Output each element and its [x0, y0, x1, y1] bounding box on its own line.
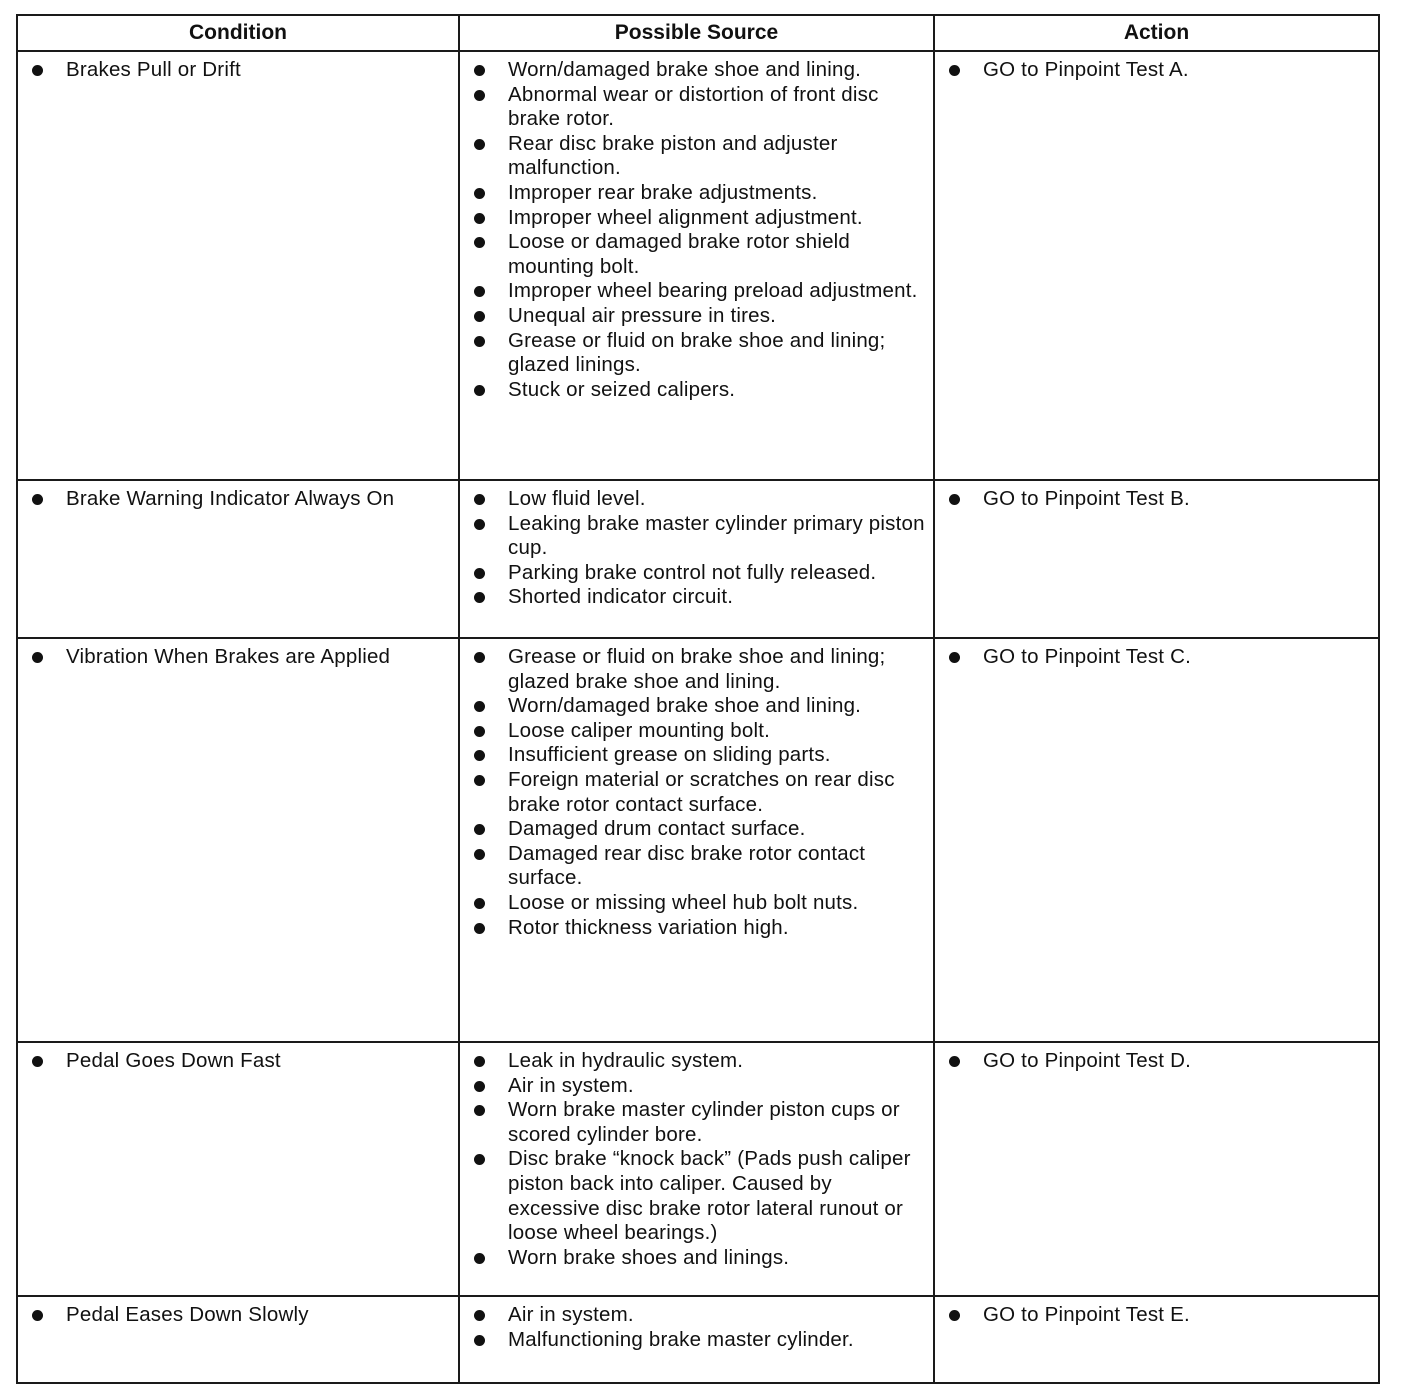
- source-item: [468, 842, 925, 891]
- source-item-text: Disc brake “knock back” (Pads push caliper piston back into caliper. Caused by excessive disc brake rotor lateral runout or loose wheel bearings.): [508, 1147, 911, 1245]
- bullet-icon: [474, 188, 485, 199]
- source-item-text: Loose or damaged brake rotor shield mounting bolt.: [508, 230, 851, 278]
- condition-cell: [17, 51, 459, 480]
- bullet-icon: [474, 1335, 485, 1346]
- action-cell: [934, 1042, 1379, 1296]
- source-item: [468, 1246, 925, 1271]
- source-item: [468, 329, 925, 378]
- bullet-icon: [949, 652, 960, 663]
- condition-item-text: Brakes Pull or Drift: [66, 58, 241, 81]
- source-item-text: Improper rear brake adjustments.: [508, 180, 818, 204]
- source-item: [468, 132, 925, 181]
- action-item-text: GO to Pinpoint Test B.: [983, 487, 1190, 510]
- bullet-icon: [32, 652, 43, 663]
- bullet-icon: [474, 311, 485, 322]
- source-item-text: Air in system.: [508, 1073, 634, 1097]
- bullet-icon: [32, 65, 43, 76]
- source-item: [468, 83, 925, 132]
- action-cell: [934, 480, 1379, 638]
- condition-item: [26, 1303, 450, 1328]
- table-row: [17, 480, 1379, 638]
- table-row: [17, 1042, 1379, 1296]
- bullet-icon: [474, 65, 485, 76]
- source-item-text: Worn/damaged brake shoe and lining.: [508, 58, 862, 81]
- source-item-text: Air in system.: [508, 1303, 634, 1326]
- condition-cell: [17, 638, 459, 1042]
- source-item: [468, 1049, 925, 1074]
- condition-item-text: Pedal Eases Down Slowly: [66, 1303, 309, 1326]
- action-cell: [934, 51, 1379, 480]
- bullet-icon: [32, 1056, 43, 1067]
- source-item-text: Damaged drum contact surface.: [508, 817, 806, 841]
- header-action: Action: [934, 15, 1379, 51]
- bullet-icon: [474, 1253, 485, 1264]
- source-item: [468, 487, 925, 512]
- bullet-icon: [949, 1056, 960, 1067]
- source-item-text: Rear disc brake piston and adjuster malfunction.: [508, 131, 838, 180]
- possible-source-cell: [459, 1296, 934, 1383]
- source-item: [468, 230, 925, 279]
- condition-item: [26, 487, 450, 512]
- bullet-icon: [474, 775, 485, 786]
- source-item: [468, 645, 925, 694]
- bullet-icon: [949, 1310, 960, 1321]
- source-item-text: Worn/damaged brake shoe and lining.: [508, 694, 862, 718]
- source-item-text: Foreign material or scratches on rear disc brake rotor contact surface.: [508, 767, 895, 816]
- header-condition: Condition: [17, 15, 459, 51]
- source-item-text: Leaking brake master cylinder primary piston cup.: [508, 511, 925, 560]
- action-cell: [934, 1296, 1379, 1383]
- source-item-text: Stuck or seized calipers.: [508, 377, 736, 401]
- source-item: [468, 1303, 925, 1328]
- action-item-text: GO to Pinpoint Test A.: [983, 58, 1189, 81]
- bullet-icon: [474, 898, 485, 909]
- condition-item: [26, 645, 450, 670]
- bullet-icon: [474, 1081, 485, 1092]
- source-item: [468, 768, 925, 817]
- bullet-icon: [474, 90, 485, 101]
- action-cell: [934, 638, 1379, 1042]
- action-item: [943, 1303, 1370, 1328]
- source-item: [468, 1074, 925, 1099]
- source-item: [468, 817, 925, 842]
- bullet-icon: [32, 1310, 43, 1321]
- source-item-text: Worn brake shoes and linings.: [508, 1245, 790, 1269]
- bullet-icon: [474, 568, 485, 579]
- bullet-icon: [474, 1105, 485, 1116]
- source-item: [468, 891, 925, 916]
- action-item: [943, 1049, 1370, 1074]
- possible-source-cell: [459, 51, 934, 480]
- bullet-icon: [474, 750, 485, 761]
- source-item-text: Unequal air pressure in tires.: [508, 303, 777, 327]
- source-item-text: Abnormal wear or distortion of front disc brake rotor.: [508, 82, 879, 131]
- bullet-icon: [474, 726, 485, 737]
- source-item-text: Grease or fluid on brake shoe and lining; glazed brake shoe and lining.: [508, 645, 886, 693]
- condition-item: [26, 58, 450, 83]
- condition-cell: [17, 1042, 459, 1296]
- header-row: [17, 15, 1379, 51]
- source-list: [468, 1049, 925, 1270]
- source-item-text: Rotor thickness variation high.: [508, 915, 789, 939]
- bullet-icon: [474, 494, 485, 505]
- source-item: [468, 181, 925, 206]
- source-item-text: Low fluid level.: [508, 487, 646, 510]
- condition-item-text: Pedal Goes Down Fast: [66, 1049, 281, 1072]
- source-item-text: Parking brake control not fully released.: [508, 560, 877, 584]
- source-item-text: Damaged rear disc brake rotor contact surface.: [508, 841, 866, 890]
- source-item-text: Insufficient grease on sliding parts.: [508, 743, 831, 767]
- diagnosis-table: [16, 14, 1380, 1384]
- source-item: [468, 1328, 925, 1353]
- bullet-icon: [474, 824, 485, 835]
- source-item-text: Improper wheel bearing preload adjustment.: [508, 279, 918, 303]
- source-list: [468, 487, 925, 610]
- possible-source-cell: [459, 638, 934, 1042]
- condition-item-text: Vibration When Brakes are Applied: [66, 645, 391, 668]
- source-item: [468, 743, 925, 768]
- bullet-icon: [474, 923, 485, 934]
- header-possible-source: Possible Source: [459, 15, 934, 51]
- table-row: [17, 1296, 1379, 1383]
- bullet-icon: [474, 237, 485, 248]
- source-item: [468, 694, 925, 719]
- source-item: [468, 279, 925, 304]
- bullet-icon: [474, 519, 485, 530]
- source-item: [468, 916, 925, 941]
- source-item: [468, 206, 925, 231]
- action-item: [943, 58, 1370, 83]
- table-row: [17, 638, 1379, 1042]
- source-item: [468, 561, 925, 586]
- source-item: [468, 512, 925, 561]
- bullet-icon: [474, 652, 485, 663]
- bullet-icon: [949, 65, 960, 76]
- source-item: [468, 1147, 925, 1245]
- action-item: [943, 487, 1370, 512]
- source-item-text: Shorted indicator circuit.: [508, 585, 734, 609]
- source-item-text: Malfunctioning brake master cylinder.: [508, 1327, 854, 1351]
- source-item-text: Improper wheel alignment adjustment.: [508, 205, 863, 229]
- bullet-icon: [32, 494, 43, 505]
- source-item: [468, 378, 925, 403]
- table-body: [17, 51, 1379, 1383]
- bullet-icon: [474, 286, 485, 297]
- source-item-text: Loose caliper mounting bolt.: [508, 718, 771, 742]
- source-item: [468, 1098, 925, 1147]
- bullet-icon: [474, 139, 485, 150]
- bullet-icon: [474, 1056, 485, 1067]
- possible-source-cell: [459, 480, 934, 638]
- source-item-text: Leak in hydraulic system.: [508, 1049, 744, 1072]
- source-list: [468, 1303, 925, 1352]
- source-list: [468, 58, 925, 402]
- source-item: [468, 585, 925, 610]
- source-list: [468, 645, 925, 940]
- bullet-icon: [474, 849, 485, 860]
- condition-item: [26, 1049, 450, 1074]
- table-row: [17, 51, 1379, 480]
- bullet-icon: [474, 592, 485, 603]
- action-item-text: GO to Pinpoint Test C.: [983, 645, 1191, 668]
- bullet-icon: [474, 336, 485, 347]
- source-item: [468, 58, 925, 83]
- bullet-icon: [949, 494, 960, 505]
- possible-source-cell: [459, 1042, 934, 1296]
- condition-cell: [17, 480, 459, 638]
- bullet-icon: [474, 1310, 485, 1321]
- source-item-text: Loose or missing wheel hub bolt nuts.: [508, 890, 859, 914]
- action-item-text: GO to Pinpoint Test D.: [983, 1049, 1191, 1072]
- bullet-icon: [474, 701, 485, 712]
- action-item-text: GO to Pinpoint Test E.: [983, 1303, 1190, 1326]
- condition-item-text: Brake Warning Indicator Always On: [66, 487, 395, 510]
- bullet-icon: [474, 1154, 485, 1165]
- source-item: [468, 719, 925, 744]
- condition-cell: [17, 1296, 459, 1383]
- source-item: [468, 304, 925, 329]
- bullet-icon: [474, 213, 485, 224]
- bullet-icon: [474, 385, 485, 396]
- action-item: [943, 645, 1370, 670]
- source-item-text: Grease or fluid on brake shoe and lining; glazed linings.: [508, 328, 886, 377]
- source-item-text: Worn brake master cylinder piston cups or scored cylinder bore.: [508, 1098, 900, 1146]
